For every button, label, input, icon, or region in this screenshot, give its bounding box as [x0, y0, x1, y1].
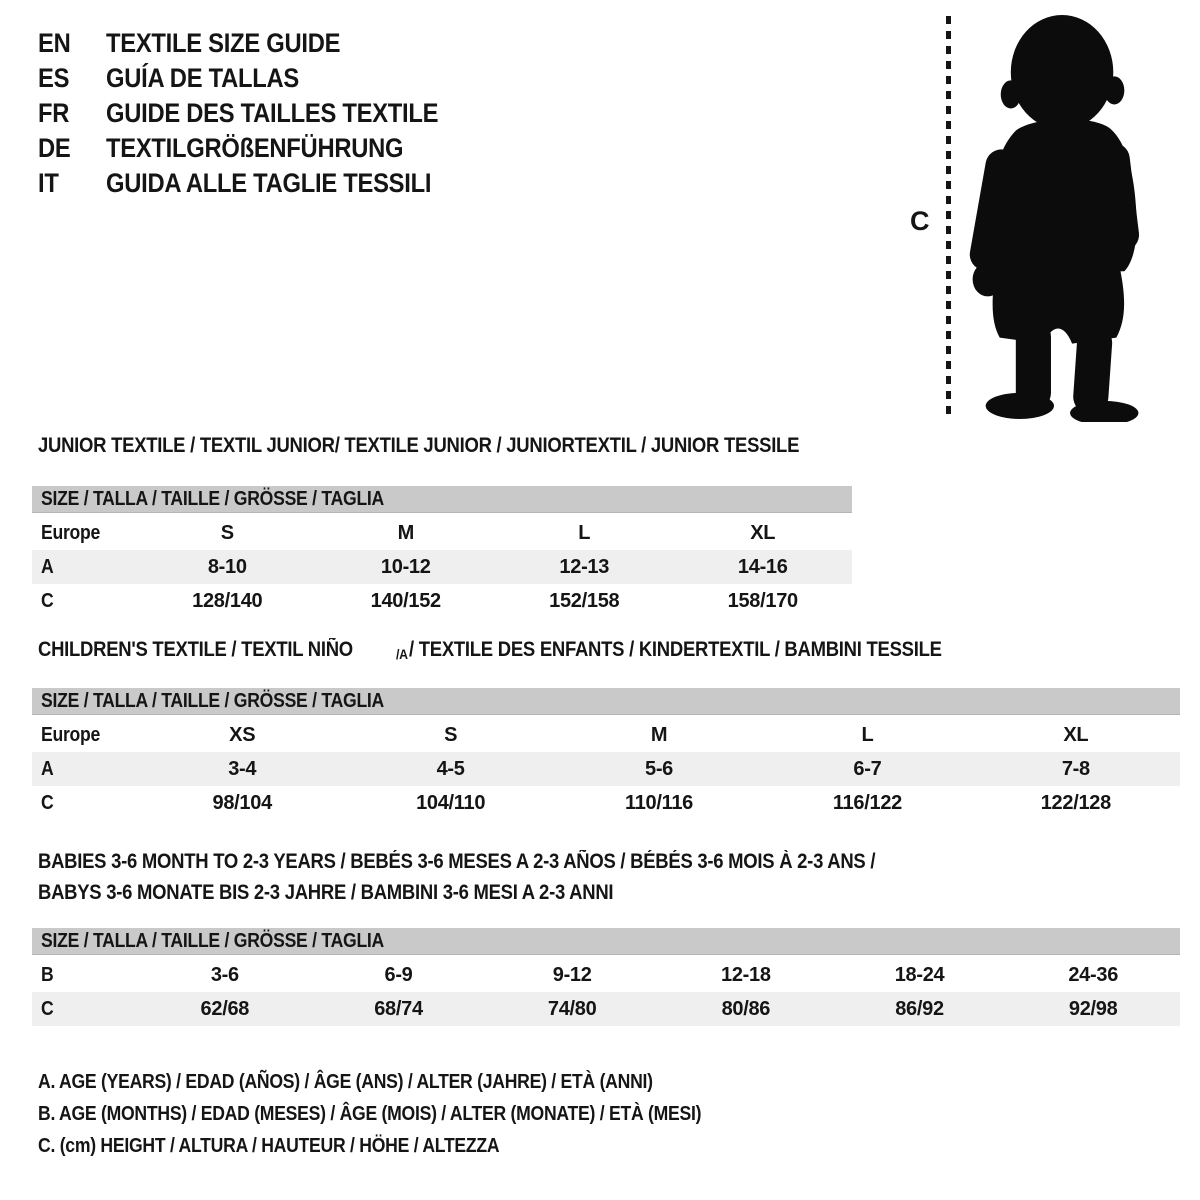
children-heading-text: CHILDREN'S TEXTILE / TEXTIL NIÑO [38, 638, 353, 661]
size-header-bar [32, 928, 1180, 955]
size-cell: L [578, 522, 591, 544]
babies-section-heading [38, 846, 989, 908]
guide-title: GUIDE DES TAILLES TEXTILE [106, 98, 439, 128]
size-cell: XL [1063, 724, 1089, 746]
row-label: C [41, 998, 54, 1020]
language-code: EN [38, 28, 71, 58]
row-label: A [41, 556, 54, 578]
babies-size-table [32, 928, 1180, 1026]
height-measure-label: C [910, 206, 930, 236]
age-cell: 4-5 [436, 758, 465, 780]
size-header-bar [32, 688, 1180, 715]
age-cell: 18-24 [894, 964, 945, 986]
age-cell: 5-6 [645, 758, 674, 780]
guide-title: TEXTILGRÖßENFÜHRUNG [106, 133, 404, 163]
age-cell: 7-8 [1061, 758, 1090, 780]
height-cell: 158/170 [727, 590, 798, 612]
guide-title: GUÍA DE TALLAS [106, 63, 299, 93]
age-cell: 24-36 [1068, 964, 1119, 986]
children-heading-text: / TEXTILE DES ENFANTS / KINDERTEXTIL / BAMBINI TESSILE [409, 638, 942, 661]
age-cell: 12-18 [721, 964, 771, 986]
footnote-legend [38, 1066, 792, 1162]
size-cell: XL [750, 522, 776, 544]
age-cell: 10-12 [380, 556, 431, 578]
height-cell: 80/86 [721, 998, 771, 1020]
row-label: Europe [41, 522, 101, 544]
table-row [32, 516, 852, 550]
size-cell: L [861, 724, 874, 746]
age-cell: 12-13 [559, 556, 610, 578]
age-cell: 3-4 [228, 758, 257, 780]
height-cell: 110/116 [625, 792, 694, 814]
row-label: C [41, 590, 54, 612]
junior-size-table [32, 486, 852, 618]
size-cell: M [397, 522, 414, 544]
language-row [38, 26, 484, 61]
size-cell: M [650, 724, 668, 746]
guide-title: TEXTILE SIZE GUIDE [106, 28, 341, 58]
language-code: DE [38, 133, 71, 163]
junior-section-heading [38, 434, 903, 458]
children-heading-subscript: /A [395, 646, 408, 662]
language-code: IT [38, 168, 59, 198]
footnote-a: A. AGE (YEARS) / EDAD (AÑOS) / ÂGE (ANS) / ALTER (JAHRE) / ETÀ (ANNI) [38, 1071, 653, 1093]
language-row [38, 131, 484, 166]
guide-title: GUIDA ALLE TAGLIE TESSILI [106, 168, 432, 198]
height-cell: 74/80 [547, 998, 597, 1020]
table-row [32, 992, 1180, 1026]
footnote-c: C. (cm) HEIGHT / ALTURA / HAUTEUR / HÖHE / ALTEZZA [38, 1135, 500, 1157]
language-row [38, 61, 484, 96]
table-row [32, 958, 1180, 992]
height-cell: 152/158 [549, 590, 620, 612]
size-header-label: SIZE / TALLA / TAILLE / GRÖSSE / TAGLIA [41, 690, 385, 712]
height-cell: 98/104 [212, 792, 272, 814]
size-header-label: SIZE / TALLA / TAILLE / GRÖSSE / TAGLIA [41, 488, 385, 510]
children-size-table [32, 688, 1180, 820]
height-cell: 128/140 [192, 590, 263, 612]
height-cell: 92/98 [1068, 998, 1118, 1020]
row-label: C [41, 792, 54, 814]
table-row [32, 786, 1180, 820]
language-title-block [38, 26, 484, 201]
size-cell: S [444, 724, 458, 746]
children-section-heading [38, 638, 1015, 662]
size-cell: XS [229, 724, 256, 746]
size-header-bar [32, 486, 852, 513]
toddler-silhouette-icon [960, 10, 1148, 422]
language-row [38, 166, 484, 201]
table-row [32, 718, 1180, 752]
height-cell: 86/92 [895, 998, 944, 1020]
height-cell: 140/152 [370, 590, 441, 612]
age-cell: 6-9 [384, 964, 413, 986]
row-label: A [41, 758, 54, 780]
age-cell: 8-10 [207, 556, 247, 578]
dashed-height-line-icon [946, 16, 951, 416]
age-cell: 6-7 [853, 758, 882, 780]
height-cell: 104/110 [416, 792, 486, 814]
row-label: Europe [41, 724, 101, 746]
junior-heading-text: JUNIOR TEXTILE / TEXTIL JUNIOR/ TEXTILE JUNIOR / JUNIORTEXTIL / JUNIOR TESSILE [38, 434, 800, 457]
table-row [32, 550, 852, 584]
table-row [32, 584, 852, 618]
age-cell: 3-6 [210, 964, 239, 986]
language-code: FR [38, 98, 70, 128]
language-code: ES [38, 63, 70, 93]
age-cell: 14-16 [737, 556, 788, 578]
language-row [38, 96, 484, 131]
age-cell: 9-12 [552, 964, 592, 986]
footnote-b: B. AGE (MONTHS) / EDAD (MESES) / ÂGE (MOIS) / ALTER (MONATE) / ETÀ (MESI) [38, 1103, 702, 1125]
babies-heading-line2: BABYS 3-6 MONATE BIS 2-3 JAHRE / BAMBINI 3-6 MESI A 2-3 ANNI [38, 881, 614, 904]
size-header-label: SIZE / TALLA / TAILLE / GRÖSSE / TAGLIA [41, 930, 385, 952]
table-row [32, 752, 1180, 786]
height-cell: 68/74 [374, 998, 423, 1020]
height-cell: 116/122 [832, 792, 902, 814]
size-cell: S [220, 522, 234, 544]
height-cell: 122/128 [1040, 792, 1111, 814]
babies-heading-line1: BABIES 3-6 MONTH TO 2-3 YEARS / BEBÉS 3-6 MESES A 2-3 AÑOS / BÉBÉS 3-6 MOIS À 2-3 ANS / [38, 850, 876, 873]
row-label: B [41, 964, 54, 986]
height-cell: 62/68 [200, 998, 250, 1020]
